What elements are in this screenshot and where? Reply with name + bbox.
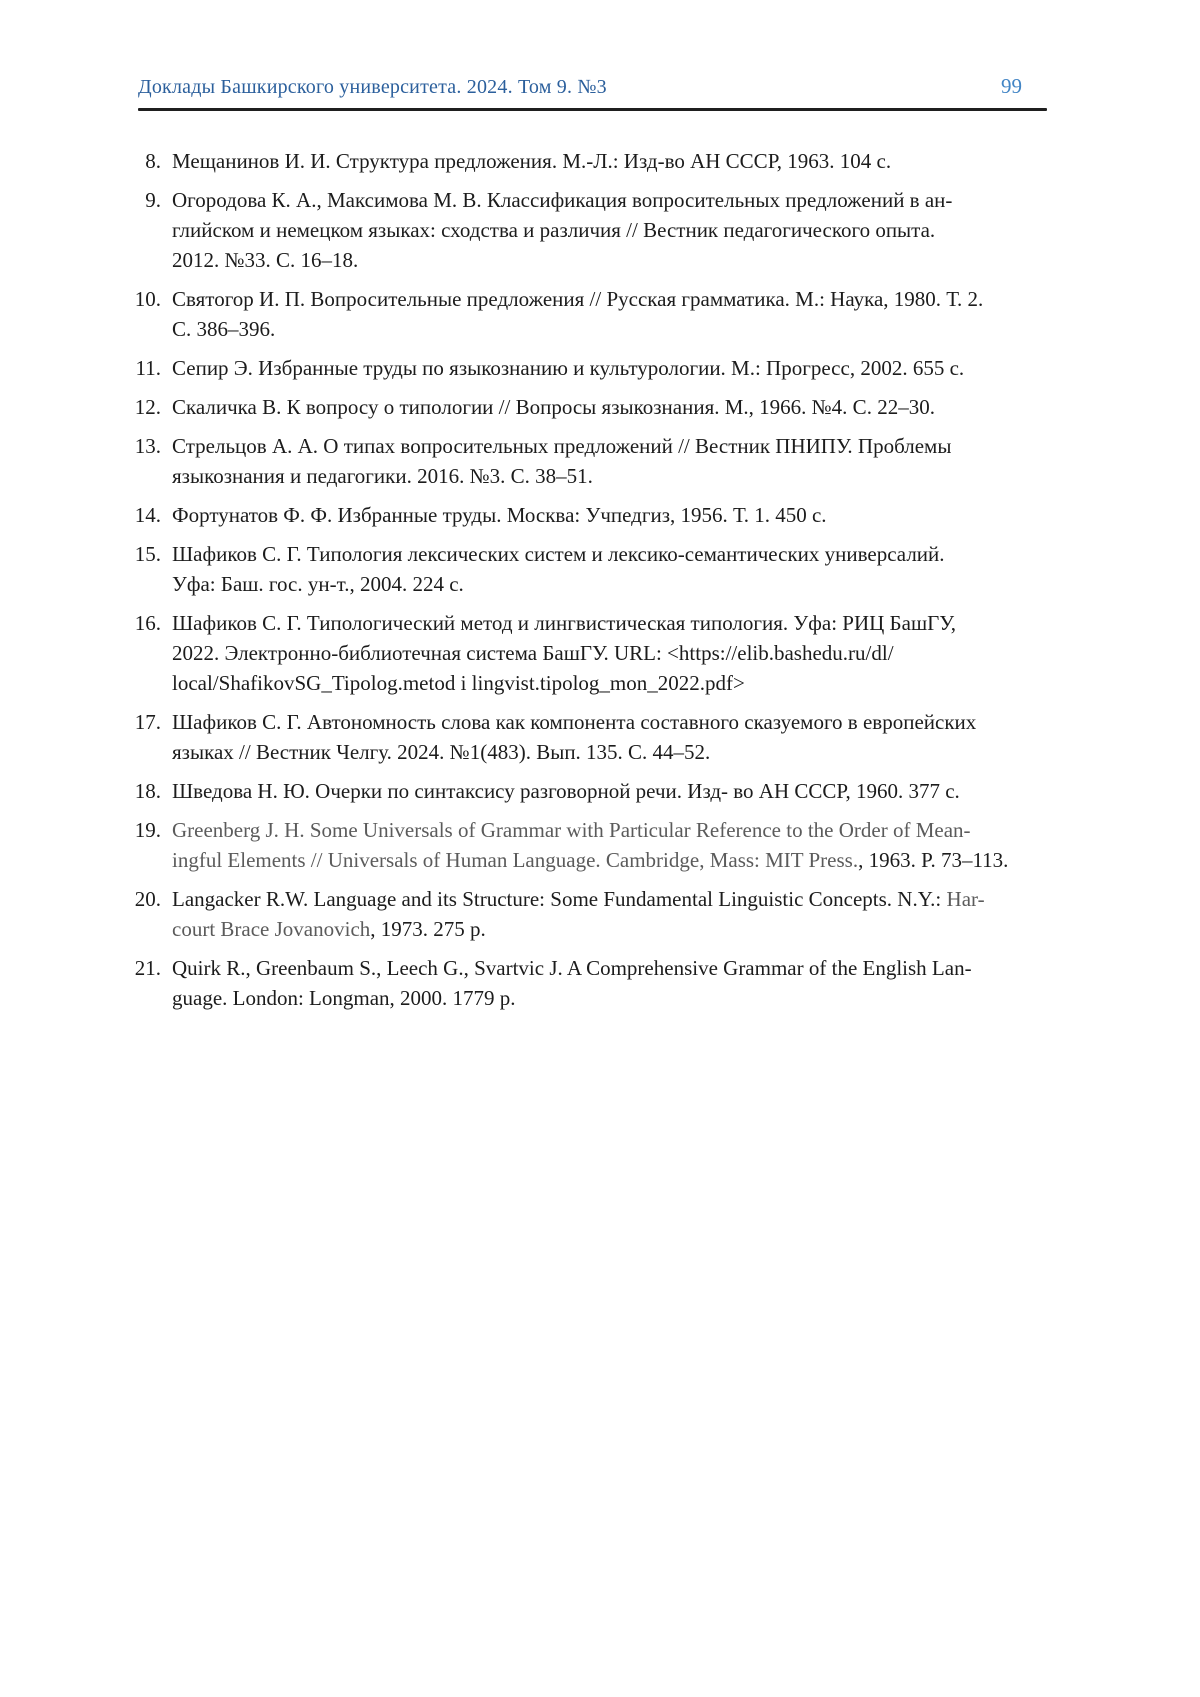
- reference-text: [172, 185, 952, 275]
- reference-text: [172, 431, 951, 491]
- reference-segment: Скаличка В. К вопросу о типологии // Вопросы языкознания. М., 1966. №4. С. 22–30.: [172, 395, 935, 419]
- reference-text: [172, 500, 827, 530]
- reference-line: [172, 914, 985, 944]
- reference-segment: С. 386–396.: [172, 317, 276, 341]
- reference-line: [172, 569, 945, 599]
- reference-number: 18.: [134, 779, 161, 803]
- reference-text: [172, 392, 935, 422]
- reference-line: [172, 638, 956, 668]
- reference-line: [172, 245, 952, 275]
- reference-number: 9.: [145, 188, 161, 212]
- references-list: [0, 146, 1200, 1022]
- reference-line: [172, 845, 1008, 875]
- reference-line: [172, 539, 945, 569]
- reference-text: [172, 353, 964, 383]
- reference-number: 20.: [134, 887, 161, 911]
- reference-line: [172, 353, 964, 383]
- reference-item: [0, 707, 1200, 767]
- reference-number: 14.: [134, 503, 161, 527]
- reference-item: [0, 953, 1200, 1013]
- reference-line: [172, 392, 935, 422]
- reference-segment: , 1963. P. 73–113.: [858, 848, 1009, 872]
- reference-segment-muted: ingful Elements // Universals of Human Language. Cambridge, Mass: MIT Press.: [172, 848, 859, 872]
- reference-number: 21.: [134, 956, 161, 980]
- reference-line: [172, 215, 952, 245]
- header-rule: [138, 108, 1047, 111]
- reference-number: 15.: [134, 542, 161, 566]
- reference-number: 10.: [134, 287, 161, 311]
- reference-line: [172, 776, 960, 806]
- reference-segment-muted: Greenberg J. H. Some Universals of Grammar with Particular Reference to the Order of Mean-: [172, 818, 971, 842]
- reference-segment: Стрельцов А. А. О типах вопросительных предложений // Вестник ПНИПУ. Проблемы: [172, 434, 952, 458]
- reference-number: 16.: [134, 611, 161, 635]
- reference-segment-muted: Har-: [946, 887, 985, 911]
- reference-line: [172, 146, 891, 176]
- reference-text: [172, 776, 960, 806]
- reference-line: [172, 983, 972, 1013]
- reference-item: [0, 884, 1200, 944]
- reference-line: [172, 668, 956, 698]
- reference-item: [0, 776, 1200, 806]
- page-number: 99: [1001, 74, 1022, 98]
- reference-segment: Фортунатов Ф. Ф. Избранные труды. Москва: Учпедгиз, 1956. Т. 1. 450 с.: [172, 503, 827, 527]
- reference-line: [172, 500, 827, 530]
- reference-segment: Уфа: Баш. гос. ун-т., 2004. 224 с.: [172, 572, 464, 596]
- reference-text: [172, 539, 945, 599]
- reference-segment: Шафиков С. Г. Типологический метод и лингвистическая типология. Уфа: РИЦ БашГУ,: [172, 611, 956, 635]
- reference-line: [172, 737, 976, 767]
- reference-segment: Огородова К. А., Максимова М. В. Классификация вопросительных предложений в ан-: [172, 188, 953, 212]
- reference-number: 11.: [135, 356, 161, 380]
- reference-text: [172, 707, 976, 767]
- reference-text: [172, 815, 1008, 875]
- reference-item: [0, 284, 1200, 344]
- reference-line: [172, 461, 951, 491]
- reference-segment: Сепир Э. Избранные труды по языкознанию и культурологии. М.: Прогресс, 2002. 655 с.: [172, 356, 965, 380]
- reference-item: [0, 353, 1200, 383]
- reference-line: [172, 707, 976, 737]
- reference-number: 12.: [134, 395, 161, 419]
- reference-item: [0, 608, 1200, 698]
- reference-line: [172, 884, 985, 914]
- reference-line: [172, 953, 972, 983]
- reference-segment: 2022. Электронно-библиотечная система БашГУ. URL: <https://elib.bashedu.ru/dl/: [172, 641, 894, 665]
- reference-line: [172, 431, 951, 461]
- page-header: [138, 74, 1047, 99]
- reference-line: [172, 815, 1008, 845]
- reference-number: 8.: [145, 149, 161, 173]
- reference-text: [172, 284, 983, 344]
- reference-segment: Шафиков С. Г. Автономность слова как компонента составного сказуемого в европейских: [172, 710, 977, 734]
- reference-segment: local/ShafikovSG_Tipolog.metod i lingvist.tipolog_mon_2022.pdf>: [172, 671, 745, 695]
- reference-number: 17.: [134, 710, 161, 734]
- reference-line: [172, 608, 956, 638]
- reference-segment: Мещанинов И. И. Структура предложения. М.-Л.: Изд-во АН СССР, 1963. 104 с.: [172, 149, 892, 173]
- reference-segment: глийском и немецком языках: сходства и различия // Вестник педагогического опыта.: [172, 218, 936, 242]
- reference-segment: Шведова Н. Ю. Очерки по синтаксису разговорной речи. Изд- во АН СССР, 1960. 377 с.: [172, 779, 960, 803]
- reference-segment: Святогор И. П. Вопросительные предложения // Русская грамматика. М.: Наука, 1980. Т. 2.: [172, 287, 984, 311]
- reference-item: [0, 431, 1200, 491]
- reference-segment-muted: court Brace Jovanovich: [172, 917, 371, 941]
- reference-segment: 2012. №33. С. 16–18.: [172, 248, 359, 272]
- reference-text: [172, 953, 972, 1013]
- reference-number: 19.: [134, 818, 161, 842]
- reference-segment: языкознания и педагогики. 2016. №3. С. 38–51.: [172, 464, 593, 488]
- reference-segment: Langacker R.W. Language and its Structure: Some Fundamental Linguistic Concepts. N.Y.:: [172, 887, 947, 911]
- reference-line: [172, 284, 983, 314]
- reference-segment: guage. London: Longman, 2000. 1779 p.: [172, 986, 516, 1010]
- reference-item: [0, 185, 1200, 275]
- reference-item: [0, 815, 1200, 875]
- reference-number: 13.: [134, 434, 161, 458]
- reference-segment: Quirk R., Greenbaum S., Leech G., Svartvic J. A Comprehensive Grammar of the English Lan-: [172, 956, 972, 980]
- reference-text: [172, 884, 985, 944]
- reference-item: [0, 146, 1200, 176]
- reference-segment: Шафиков С. Г. Типология лексических систем и лексико-семантических универсалий.: [172, 542, 945, 566]
- reference-segment: языках // Вестник Челгу. 2024. №1(483). Вып. 135. С. 44–52.: [172, 740, 711, 764]
- journal-title: Доклады Башкирского университета. 2024. Том 9. №3: [138, 76, 607, 98]
- reference-text: [172, 608, 956, 698]
- reference-line: [172, 314, 983, 344]
- reference-item: [0, 500, 1200, 530]
- reference-item: [0, 392, 1200, 422]
- reference-item: [0, 539, 1200, 599]
- reference-segment: , 1973. 275 p.: [370, 917, 486, 941]
- reference-line: [172, 185, 952, 215]
- reference-text: [172, 146, 891, 176]
